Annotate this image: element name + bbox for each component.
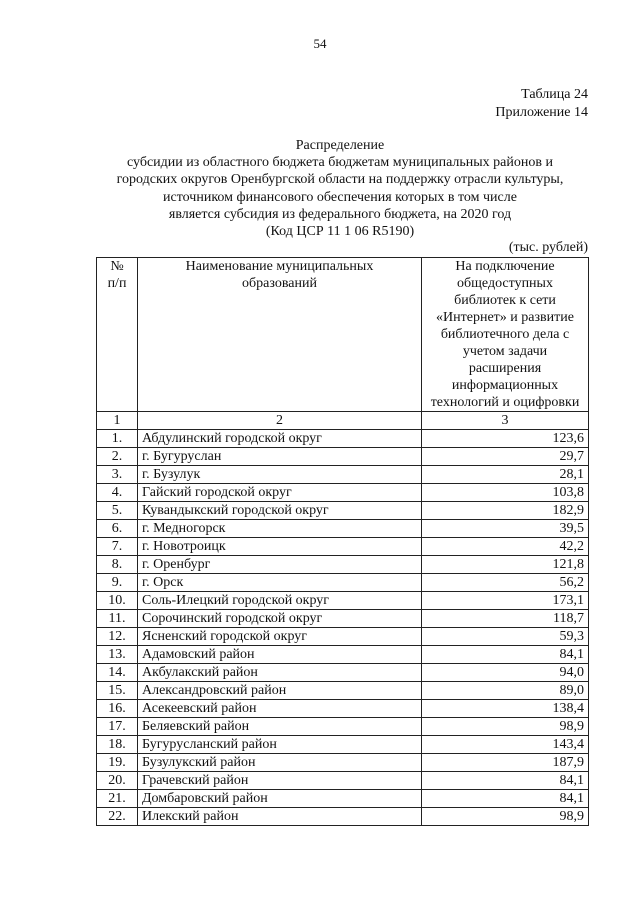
subsidy-amount: 98,9 xyxy=(422,808,589,826)
row-number: 3. xyxy=(97,466,138,484)
municipality-name: Кувандыкский городской округ xyxy=(138,502,422,520)
table-row xyxy=(97,664,589,682)
table-row xyxy=(97,484,589,502)
municipality-name: г. Медногорск xyxy=(138,520,422,538)
heading-line: источником финансового обеспечения которых в том числе xyxy=(163,189,517,205)
municipality-name: г. Новотроицк xyxy=(138,538,422,556)
appendix-label: Приложение 14 xyxy=(495,105,588,120)
row-number: 21. xyxy=(97,790,138,808)
subsidy-amount: 59,3 xyxy=(422,628,589,646)
subsidy-amount: 123,6 xyxy=(422,430,589,448)
municipality-name: Илекский район xyxy=(138,808,422,826)
municipality-name: г. Бузулук xyxy=(138,466,422,484)
subsidy-amount: 182,9 xyxy=(422,502,589,520)
row-number: 4. xyxy=(97,484,138,502)
municipality-name: г. Бугуруслан xyxy=(138,448,422,466)
table-row xyxy=(97,466,589,484)
header-name xyxy=(138,258,422,412)
page-number: 54 xyxy=(313,36,327,51)
subsidy-amount: 39,5 xyxy=(422,520,589,538)
row-number: 6. xyxy=(97,520,138,538)
municipality-name: Грачевский район xyxy=(138,772,422,790)
units-label: (тыс. рублей) xyxy=(508,240,588,255)
municipality-name: Адамовский район xyxy=(138,646,422,664)
header-number xyxy=(97,258,138,412)
subsidy-amount: 121,8 xyxy=(422,556,589,574)
municipality-name: Акбулакский район xyxy=(138,664,422,682)
municipality-name: Домбаровский район xyxy=(138,790,422,808)
municipality-name: Гайский городской округ xyxy=(138,484,422,502)
municipality-name: г. Орск xyxy=(138,574,422,592)
municipality-name: Абдулинский городской округ xyxy=(138,430,422,448)
table-row xyxy=(97,610,589,628)
row-number: 9. xyxy=(97,574,138,592)
table-row xyxy=(97,592,589,610)
table-body xyxy=(97,430,589,826)
row-number: 19. xyxy=(97,754,138,772)
row-number: 18. xyxy=(97,736,138,754)
municipality-name: Беляевский район xyxy=(138,718,422,736)
subsidy-amount: 94,0 xyxy=(422,664,589,682)
municipality-name: Соль-Илецкий городской округ xyxy=(138,592,422,610)
table-header-row xyxy=(97,258,589,412)
subsidy-amount: 143,4 xyxy=(422,736,589,754)
table-row xyxy=(97,754,589,772)
municipality-name: Бугурусланский район xyxy=(138,736,422,754)
row-number: 16. xyxy=(97,700,138,718)
column-number: 1 xyxy=(97,412,138,430)
table-row xyxy=(97,772,589,790)
subsidy-amount: 84,1 xyxy=(422,646,589,664)
municipality-name: Бузулукский район xyxy=(138,754,422,772)
heading-title: Распределение xyxy=(295,138,385,153)
table-reference xyxy=(495,86,588,122)
table-row xyxy=(97,718,589,736)
row-number: 14. xyxy=(97,664,138,682)
subsidy-amount: 89,0 xyxy=(422,682,589,700)
table-row xyxy=(97,736,589,754)
subsidy-amount: 173,1 xyxy=(422,592,589,610)
budget-code: (Код ЦСР 11 1 06 R5190) xyxy=(265,224,415,240)
table-row xyxy=(97,520,589,538)
table-row xyxy=(97,790,589,808)
heading-line: является субсидия из федерального бюджета, на 2020 год xyxy=(168,206,512,222)
table-row xyxy=(97,646,589,664)
row-number: 8. xyxy=(97,556,138,574)
header-number-symbol: № xyxy=(110,259,124,274)
subsidy-amount: 118,7 xyxy=(422,610,589,628)
row-number: 5. xyxy=(97,502,138,520)
column-number: 2 xyxy=(138,412,422,430)
row-number: 17. xyxy=(97,718,138,736)
document-heading xyxy=(60,137,620,240)
heading-line: субсидии из областного бюджета бюджетам муниципальных районов и xyxy=(127,155,553,171)
row-number: 13. xyxy=(97,646,138,664)
row-number: 12. xyxy=(97,628,138,646)
table-row xyxy=(97,628,589,646)
header-number-abbr: п/п xyxy=(107,276,127,291)
header-name-line: образований xyxy=(242,276,317,291)
subsidy-amount: 84,1 xyxy=(422,772,589,790)
column-number: 3 xyxy=(422,412,589,430)
column-number-row xyxy=(97,412,589,430)
row-number: 1. xyxy=(97,430,138,448)
table-row xyxy=(97,682,589,700)
header-amount: На подключение общедоступных библиотек к сети «Интернет» и развитие библиотечного дела с учетом задачи расширения информационных технологий и оцифровки xyxy=(422,258,589,412)
subsidy-amount: 29,7 xyxy=(422,448,589,466)
header-name-line: Наименование муниципальных xyxy=(185,259,374,274)
row-number: 15. xyxy=(97,682,138,700)
table-row xyxy=(97,556,589,574)
municipality-name: Александровский район xyxy=(138,682,422,700)
row-number: 11. xyxy=(97,610,138,628)
subsidy-amount: 187,9 xyxy=(422,754,589,772)
heading-line: городских округов Оренбургской области на поддержку отрасли культуры, xyxy=(116,172,564,188)
row-number: 10. xyxy=(97,592,138,610)
municipality-name: Ясненский городской округ xyxy=(138,628,422,646)
table-row xyxy=(97,808,589,826)
row-number: 22. xyxy=(97,808,138,826)
subsidy-amount: 28,1 xyxy=(422,466,589,484)
subsidy-amount: 98,9 xyxy=(422,718,589,736)
row-number: 2. xyxy=(97,448,138,466)
table-row xyxy=(97,502,589,520)
subsidy-amount: 84,1 xyxy=(422,790,589,808)
subsidy-amount: 56,2 xyxy=(422,574,589,592)
subsidy-amount: 42,2 xyxy=(422,538,589,556)
municipality-name: Асекеевский район xyxy=(138,700,422,718)
table-row xyxy=(97,538,589,556)
subsidy-amount: 138,4 xyxy=(422,700,589,718)
row-number: 7. xyxy=(97,538,138,556)
table-row xyxy=(97,448,589,466)
municipality-name: г. Оренбург xyxy=(138,556,422,574)
distribution-table xyxy=(96,257,589,826)
subsidy-amount: 103,8 xyxy=(422,484,589,502)
municipality-name: Сорочинский городской округ xyxy=(138,610,422,628)
table-row xyxy=(97,700,589,718)
table-row xyxy=(97,574,589,592)
table-label: Таблица 24 xyxy=(521,87,588,102)
table-row xyxy=(97,430,589,448)
row-number: 20. xyxy=(97,772,138,790)
